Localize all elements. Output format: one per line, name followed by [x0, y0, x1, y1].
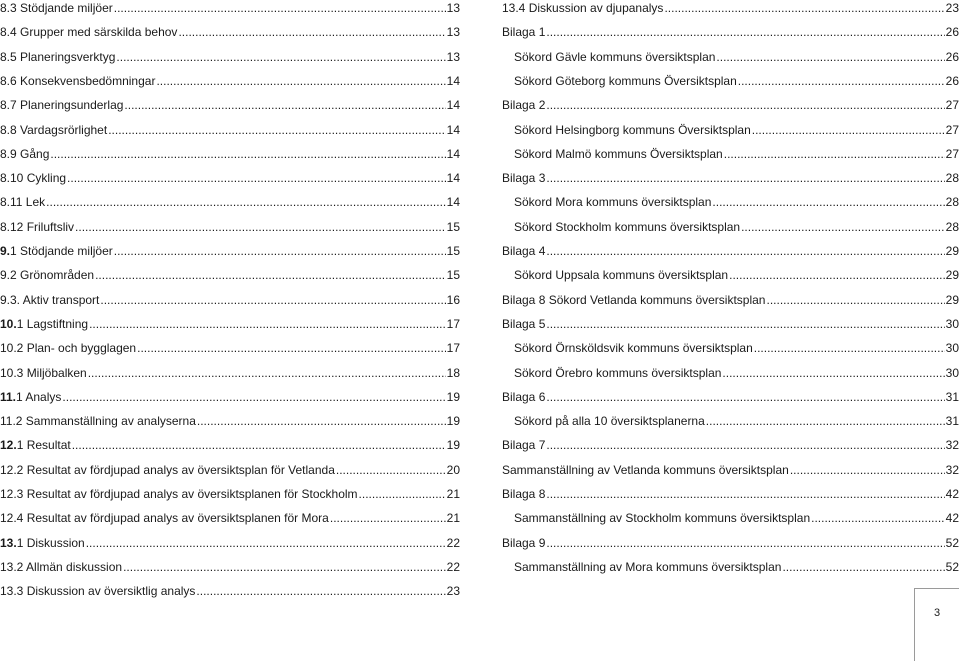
toc-entry-title: Sammanställning av Stockholm kommuns översiktsplan	[514, 511, 811, 526]
toc-entry-leader	[108, 122, 445, 138]
toc-entry-title: 1 Diskussion	[16, 535, 85, 550]
toc-entry-page: 14	[446, 98, 460, 113]
toc-entry-page: 27	[945, 146, 959, 161]
toc-entry-page: 13	[446, 25, 460, 40]
toc-entry-chapter-number: 13.	[0, 535, 17, 550]
toc-entry-leader	[336, 462, 446, 478]
toc-entry-leader	[124, 97, 445, 113]
toc-entry[interactable]	[0, 146, 460, 162]
toc-entry-leader	[546, 316, 944, 332]
toc-entry-page: 31	[945, 414, 959, 429]
toc-entry-page: 17	[446, 316, 460, 331]
toc-entry-page: 28	[945, 171, 959, 186]
toc-entry-page: 19	[446, 414, 460, 429]
toc-entry-page: 23	[446, 584, 460, 599]
toc-entry-title: 13.4 Diskussion av djupanalys	[502, 1, 664, 15]
toc-entry-page: 13	[446, 49, 460, 64]
toc-entry-title: 8.7 Planeringsunderlag	[0, 98, 124, 113]
toc-entry[interactable]	[502, 194, 959, 210]
toc-entry[interactable]	[0, 535, 460, 551]
toc-entry-leader	[546, 24, 944, 40]
toc-entry-page: 22	[446, 559, 460, 574]
toc-entry-page: 14	[446, 146, 460, 161]
toc-entry-title: 11.2 Sammanställning av analyserna	[0, 414, 196, 429]
toc-entry-chapter-number: 12.	[0, 438, 17, 453]
toc-entry-page: 32	[945, 462, 959, 477]
toc-entry-title: Bilaga 7	[502, 438, 546, 453]
toc-entry-chapter-number: 9.	[0, 244, 11, 258]
toc-entry-title: Sökord Stockholm kommuns översiktsplan	[514, 219, 741, 234]
toc-entry[interactable]	[502, 316, 959, 332]
toc-entry-page: 26	[945, 73, 959, 88]
toc-entry-leader	[712, 194, 944, 210]
toc-entry[interactable]	[502, 243, 959, 259]
toc-entry-title: Sökord Helsingborg kommuns Översiktsplan	[514, 122, 751, 137]
toc-entry-page: 27	[945, 122, 959, 137]
toc-entry-title: 8.4 Grupper med särskilda behov	[0, 25, 178, 40]
toc-entry-title: Sökord Mora kommuns översiktsplan	[514, 195, 712, 210]
toc-entry-leader	[137, 340, 446, 356]
toc-entry-title: Bilaga 8 Sökord Vetlanda kommuns översiktsplan	[502, 292, 766, 307]
toc-entry[interactable]	[502, 49, 959, 65]
toc-entry[interactable]	[502, 292, 959, 308]
toc-entry-title: 8.8 Vardagsrörlighet	[0, 122, 108, 137]
toc-entry-title: 1 Lagstiftning	[16, 316, 89, 331]
toc-entry[interactable]	[502, 73, 959, 89]
toc-entry-page: 17	[446, 341, 460, 356]
toc-entry[interactable]	[502, 486, 959, 502]
toc-entry-leader	[62, 389, 445, 405]
toc-entry-page: 14	[446, 122, 460, 137]
toc-entry-page: 23	[945, 1, 959, 15]
toc-entry-page: 15	[446, 219, 460, 234]
toc-entry-page: 21	[446, 487, 460, 501]
toc-entry-page: 14	[446, 171, 460, 186]
toc-entry-title: Bilaga 5	[502, 316, 546, 331]
toc-entry-page: 30	[945, 316, 959, 331]
toc-entry-leader	[359, 486, 446, 502]
toc-entry-title: 8.12 Friluftsliv	[0, 219, 75, 234]
toc-entry-leader	[67, 170, 446, 186]
toc-entry-title: 1 Analys	[16, 389, 62, 404]
toc-entry-title: 8.11 Lek	[0, 195, 46, 210]
toc-entry-leader	[546, 535, 944, 551]
toc-entry-title: 13.2 Allmän diskussion	[0, 559, 123, 574]
toc-entry-leader	[196, 583, 445, 599]
toc-entry-page: 19	[446, 389, 460, 404]
toc-entry[interactable]	[0, 73, 460, 89]
toc-entry-leader	[706, 413, 945, 429]
toc-entry-leader	[88, 365, 446, 381]
toc-entry[interactable]	[502, 122, 959, 138]
toc-entry-title: Sökord Örebro kommuns översiktsplan	[514, 365, 722, 380]
toc-entry-title: Sammanställning av Mora kommuns översiktsplan	[514, 559, 782, 574]
toc-entry-page: 15	[446, 244, 460, 258]
toc-entry[interactable]	[0, 194, 460, 210]
toc-entry-leader	[114, 0, 446, 16]
toc-entry-leader	[50, 146, 445, 162]
toc-entry-leader	[546, 170, 944, 186]
toc-entry-leader	[546, 97, 944, 113]
toc-entry[interactable]	[502, 437, 959, 453]
toc-entry-title: Sökord Göteborg kommuns Översiktsplan	[514, 73, 737, 88]
toc-entry-page: 42	[945, 487, 959, 501]
toc-entry-title: 12.4 Resultat av fördjupad analys av översiktsplanen för Mora	[0, 511, 329, 526]
toc-entry-title: 10.2 Plan- och bygglagen	[0, 341, 137, 356]
toc-entry-title: 8.9 Gång	[0, 146, 50, 161]
toc-entry[interactable]	[0, 49, 460, 65]
toc-entry-leader	[95, 267, 446, 283]
toc-entry[interactable]	[502, 510, 959, 526]
toc-entry-page: 31	[945, 389, 959, 404]
toc-entry-title: Sökord Uppsala kommuns översiktsplan	[514, 268, 729, 283]
toc-entry[interactable]	[502, 0, 959, 16]
toc-entry-title: Bilaga 8	[502, 487, 546, 501]
toc-entry[interactable]	[0, 292, 460, 308]
toc-entry-page: 42	[945, 511, 959, 526]
toc-entry-leader	[156, 73, 445, 89]
toc-entry-title: Bilaga 4	[502, 244, 546, 258]
toc-entry-page: 18	[446, 365, 460, 380]
toc-entry-page: 27	[945, 98, 959, 113]
toc-entry[interactable]	[0, 583, 460, 599]
toc-entry-leader	[72, 437, 446, 453]
toc-entry[interactable]	[0, 243, 460, 259]
toc-entry[interactable]	[0, 316, 460, 332]
toc-entry-title: Sökord Örnsköldsvik kommuns översiktsplan	[514, 341, 753, 356]
toc-entry[interactable]	[502, 97, 959, 113]
toc-entry-page: 26	[945, 25, 959, 40]
toc-entry[interactable]	[502, 146, 959, 162]
page-number: 3	[933, 607, 941, 619]
toc-entry-leader	[197, 413, 446, 429]
toc-entry-page: 52	[945, 535, 959, 550]
toc-entry-leader	[716, 49, 944, 65]
toc-entry[interactable]	[0, 365, 460, 381]
toc-entry[interactable]	[0, 267, 460, 283]
toc-entry-leader	[46, 194, 445, 210]
toc-entry-title: Sökord Gävle kommuns översiktsplan	[514, 49, 716, 64]
toc-entry-leader	[546, 437, 944, 453]
toc-entry-page: 28	[945, 219, 959, 234]
toc-entry-title: 12.2 Resultat av fördjupad analys av översiktsplan för Vetlanda	[0, 462, 335, 477]
toc-entry-title: 1 Stödjande miljöer	[10, 244, 113, 258]
toc-entry-page: 16	[446, 292, 460, 307]
toc-entry-title: Bilaga 3	[502, 171, 546, 186]
toc-entry-title: Sökord på alla 10 översiktsplanerna	[514, 414, 705, 429]
toc-entry-page: 19	[446, 438, 460, 453]
toc-entry-leader	[114, 243, 446, 259]
toc-entry-title: Bilaga 6	[502, 389, 546, 404]
toc-entry-leader	[546, 243, 944, 259]
toc-entry-title: Sammanställning av Vetlanda kommuns översiktsplan	[502, 462, 789, 477]
toc-entry-leader	[754, 340, 945, 356]
toc-entry-page: 26	[945, 49, 959, 64]
toc-entry-leader	[86, 535, 446, 551]
toc-entry-leader	[89, 316, 446, 332]
toc-entry-leader	[123, 559, 446, 575]
toc-entry[interactable]	[0, 462, 460, 478]
toc-entry[interactable]	[0, 510, 460, 526]
toc-entry[interactable]	[502, 413, 959, 429]
toc-entry-page: 28	[945, 195, 959, 210]
toc-entry[interactable]	[502, 389, 959, 405]
toc-entry-page: 32	[945, 438, 959, 453]
toc-entry[interactable]	[502, 267, 959, 283]
toc-entry-leader	[790, 462, 945, 478]
toc-entry-leader	[811, 510, 945, 526]
toc-entry-title: Bilaga 1	[502, 25, 546, 40]
toc-entry-leader	[75, 219, 446, 235]
toc-entry-leader	[116, 49, 445, 65]
toc-entry[interactable]	[502, 365, 959, 381]
toc-entry-page: 29	[945, 268, 959, 283]
toc-entry-leader	[729, 267, 945, 283]
toc-entry[interactable]	[502, 24, 959, 40]
toc-entry-leader	[330, 510, 446, 526]
toc-entry-title: 13.3 Diskussion av översiktlig analys	[0, 584, 196, 599]
toc-entry[interactable]	[0, 486, 460, 502]
toc-entry[interactable]	[0, 122, 460, 138]
toc-entry-page: 30	[945, 341, 959, 356]
toc-entry-title: 9.3. Aktiv transport	[0, 292, 100, 307]
toc-entry-leader	[738, 73, 945, 89]
toc-entry-chapter-number: 10.	[0, 316, 17, 331]
toc-entry[interactable]	[502, 559, 959, 575]
toc-entry-leader	[766, 292, 944, 308]
toc-entry[interactable]	[0, 340, 460, 356]
toc-entry-title: 8.6 Konsekvensbedömningar	[0, 73, 156, 88]
toc-entry[interactable]	[0, 413, 460, 429]
toc-entry-page: 29	[945, 292, 959, 307]
toc-entry[interactable]	[502, 535, 959, 551]
toc-entry[interactable]	[0, 219, 460, 235]
toc-entry-leader	[546, 389, 944, 405]
toc-entry-leader	[100, 292, 445, 308]
toc-entry-page: 14	[446, 73, 460, 88]
toc-entry-page: 20	[446, 462, 460, 477]
toc-entry[interactable]	[502, 170, 959, 186]
toc-entry-leader	[664, 0, 944, 16]
toc-entry-title: 8.3 Stödjande miljöer	[0, 1, 113, 15]
toc-entry-title: 9.2 Grönområden	[0, 268, 95, 283]
toc-entry[interactable]	[502, 462, 959, 478]
toc-entry-title: 8.10 Cykling	[0, 171, 67, 186]
toc-entry-title: Bilaga 9	[502, 535, 546, 550]
toc-entry-page: 15	[446, 268, 460, 283]
toc-entry[interactable]	[0, 437, 460, 453]
toc-entry[interactable]	[0, 97, 460, 113]
toc-entry-leader	[178, 24, 445, 40]
toc-entry-leader	[741, 219, 945, 235]
toc-entry-page: 13	[446, 1, 460, 15]
toc-entry-title: 12.3 Resultat av fördjupad analys av översiktsplanen för Stockholm	[0, 487, 358, 501]
toc-entry-title: Bilaga 2	[502, 98, 546, 113]
toc-entry[interactable]	[502, 340, 959, 356]
toc-entry-leader	[724, 146, 945, 162]
toc-entry-page: 14	[446, 195, 460, 210]
toc-entry-chapter-number: 11.	[0, 389, 17, 404]
toc-entry[interactable]	[502, 219, 959, 235]
toc-entry-title: 1 Resultat	[16, 438, 71, 453]
toc-entry-title: Sökord Malmö kommuns Översiktsplan	[514, 146, 723, 161]
toc-entry-leader	[546, 486, 944, 502]
toc-entry[interactable]	[0, 24, 460, 40]
toc-entry-title: 10.3 Miljöbalken	[0, 365, 87, 380]
toc-entry[interactable]	[0, 389, 460, 405]
toc-entry[interactable]	[0, 0, 460, 16]
toc-entry[interactable]	[0, 170, 460, 186]
toc-entry-leader	[752, 122, 945, 138]
toc-entry-title: 8.5 Planeringsverktyg	[0, 49, 116, 64]
page-number-box	[914, 588, 959, 661]
toc-entry-leader	[782, 559, 944, 575]
toc-entry-page: 52	[945, 559, 959, 574]
toc-entry-leader	[722, 365, 944, 381]
toc-entry-page: 22	[446, 535, 460, 550]
toc-entry[interactable]	[0, 559, 460, 575]
toc-entry-page: 21	[446, 511, 460, 526]
toc-entry-page: 30	[945, 365, 959, 380]
toc-entry-page: 29	[945, 244, 959, 258]
